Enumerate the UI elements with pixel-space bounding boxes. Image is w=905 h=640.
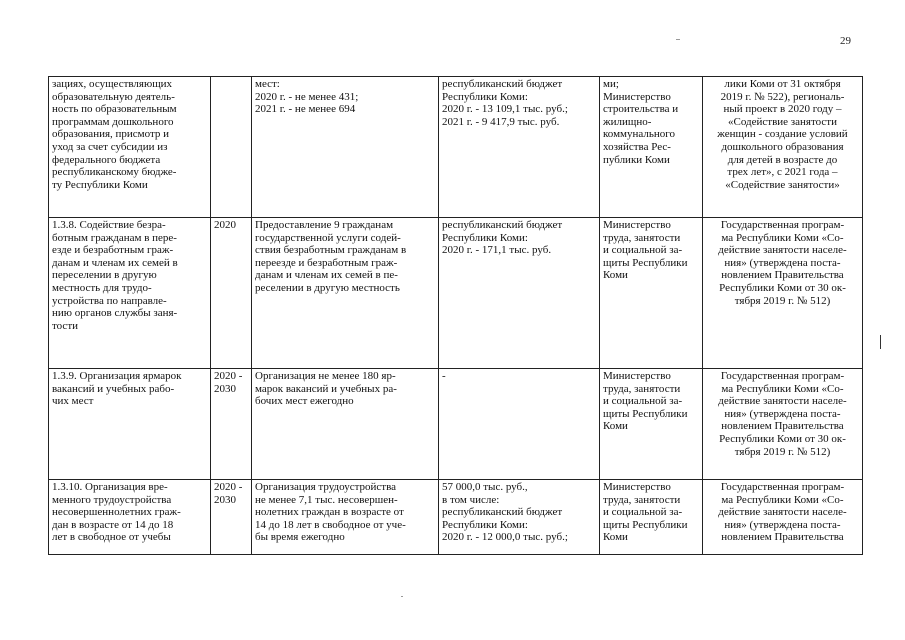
funding-cell [439,369,600,480]
cell-text-line: ствия безработным гражданам в [255,244,407,257]
cell-text-line: дошкольного образования [721,140,844,153]
cell-text-line: новлением Правительства [721,269,844,282]
funding-cell [439,218,600,369]
cell-text-line: 1.3.8. Содействие безра- [52,219,166,231]
cell-text-line: коммунального [603,128,675,141]
cell-text-line: вакансий и учебных рабо- [52,382,175,395]
cell-text-line: 14 до 18 лет в свободное от уче- [255,518,406,531]
cell-text-line: Коми [603,420,628,433]
cell-text-line: для детей в возрасте до [727,153,838,166]
executor-cell [600,369,703,480]
cell-text-line: республиканский бюджет [442,506,563,519]
cell-text-line: Организация трудоустройства [255,481,397,493]
cell-text-line: и социальной за- [603,506,683,519]
table-row [49,369,863,480]
period-cell [211,369,252,480]
executor-cell [600,77,703,218]
cell-text-line: 2020 г. - 13 109,1 тыс. руб.; [442,103,568,116]
measure-cell [49,480,211,555]
cell-text-line: и социальной за- [603,244,683,257]
cell-text-line: федерального бюджета [52,153,161,166]
cell-text-line: 1.3.9. Организация ярмарок [52,370,182,382]
executor-cell [600,218,703,369]
cell-text-line: женщин - создание условий [717,128,848,141]
cell-text-line: Республики Коми: [442,518,528,531]
cell-text-line: ный проект в 2020 году – [723,103,842,116]
cell-text-line: данам и членам их семей в [52,256,178,269]
cell-text-line: нолетних граждан в возрасте от [255,506,404,519]
cell-text-line: республиканский бюджет [442,219,563,231]
cell-text-line: местность для трудо- [52,281,152,294]
table-row [49,77,863,218]
cell-text-line: щиты Республики [603,256,688,269]
cell-text-line: Коми [603,531,628,544]
cell-text-line: бы время ежегодно [255,531,345,544]
scan-dot [401,596,403,597]
measure-cell [49,369,211,480]
cell-text-line: действие занятости населе- [718,244,847,257]
cell-text-line: Предоставление 9 гражданам [255,219,394,231]
cell-text-line: 2030 [214,493,236,506]
cell-text-line: труда, занятости [603,231,681,244]
cell-text-line: 2021 г. - не менее 694 [255,103,356,116]
cell-text-line: 2020 г. - 12 000,0 тыс. руб.; [442,531,568,544]
cell-text-line: 2020 - [214,481,243,493]
cell-text-line: ния» (утверждена поста- [724,518,841,531]
cell-text-line: тября 2019 г. № 512) [734,445,831,458]
cell-text-line: ботным гражданам в пере- [52,231,177,244]
cell-text-line: программам дошкольного [52,115,174,128]
cell-text-line: Коми [603,269,628,282]
cell-text-line: государственной услуги содей- [255,231,401,244]
cell-text-line: Министерство [603,370,671,382]
cell-text-line: реселении в другую местность [255,281,400,294]
basis-cell [703,369,863,480]
cell-text-line: 1.3.10. Организация вре- [52,481,168,493]
period-cell [211,77,252,218]
cell-text-line: лет в свободное от учебы [52,531,171,544]
cell-text-line: мест: [255,78,280,90]
cell-text-line: труда, занятости [603,493,681,506]
cell-text-line: действие занятости населе- [718,506,847,519]
cell-text-line: жилищно- [603,115,652,128]
cell-text-line: 2020 г. - не менее 431; [255,90,359,103]
cell-text-line: Республики Коми от 30 ок- [719,432,846,445]
result-cell [252,369,439,480]
cell-text-line: ма Республики Коми «Со- [721,231,844,244]
cell-text-line: бочих мест ежегодно [255,395,354,408]
executor-cell [600,480,703,555]
cell-text-line: устройства по направле- [52,294,167,307]
cell-text-line: Министерство [603,90,671,103]
cell-text-line: в том числе: [442,493,500,506]
cell-text-line: тября 2019 г. № 512) [734,294,831,307]
page-number: 29 [840,35,851,47]
cell-text-line: «Содействие занятости [728,115,837,128]
cell-text-line: Организация не менее 180 яр- [255,370,396,382]
cell-text-line: уход за счет субсидии из [52,140,168,153]
cell-text-line: ность по образовательным [52,103,177,116]
measure-cell [49,77,211,218]
cell-text-line: 57 000,0 тыс. руб., [442,481,528,493]
cell-text-line: Республики Коми: [442,90,528,103]
cell-text-line: щиты Республики [603,407,688,420]
cell-text-line: дан в возрасте от 14 до 18 [52,518,174,531]
cell-text-line: «Содействие занятости» [725,178,840,191]
cell-text-line: не менее 7,1 тыс. несовершен- [255,493,398,506]
measure-cell [49,218,211,369]
result-cell [252,77,439,218]
cell-text-line: образования, присмотр и [52,128,170,141]
cell-text-line: чих мест [52,395,94,408]
basis-cell [703,218,863,369]
result-cell [252,480,439,555]
cell-text-line: действие занятости населе- [718,395,847,408]
period-cell [211,218,252,369]
cell-text-line: нию органов службы заня- [52,307,178,320]
cell-text-line: данам и членам их семей в пе- [255,269,398,282]
cell-text-line: щиты Республики [603,518,688,531]
cell-text-line: строительства и [603,103,679,116]
cell-text-line: езде и безработным граж- [52,244,174,257]
cell-text-line: несовершеннолетних граж- [52,506,181,519]
cell-text-line: Республики Коми от 30 ок- [719,281,846,294]
cell-text-line: 2020 [214,219,236,231]
cell-text-line: ми; [603,78,619,90]
cell-text-line: труда, занятости [603,382,681,395]
measures-table [48,76,863,555]
cell-text-line: переезде и безработным граж- [255,256,398,269]
cell-text-line: 2020 - [214,370,243,382]
cell-text-line: новлением Правительства [721,531,844,544]
funding-cell [439,480,600,555]
table-row [49,218,863,369]
cell-text-line: 2030 [214,382,236,395]
cell-text-line: Государственная програм- [720,370,845,382]
cell-text-line: публики Коми [603,153,670,166]
result-cell [252,218,439,369]
cell-text-line: зациях, осуществляющих [52,78,173,90]
cell-text-line: 2020 г. - 171,1 тыс. руб. [442,244,552,257]
cell-text-line: республиканский бюджет [442,78,563,90]
cell-text-line: марок вакансий и учебных ра- [255,382,397,395]
cell-text-line: менного трудоустройства [52,493,172,506]
cell-text-line: Министерство [603,481,671,493]
basis-cell [703,77,863,218]
cell-text-line: 2021 г. - 9 417,9 тыс. руб. [442,115,560,128]
cell-text-line: трех лет», с 2021 года – [727,166,838,179]
cell-text-line: Министерство [603,219,671,231]
basis-cell [703,480,863,555]
cell-text-line: тости [52,319,79,332]
cell-text-line: Государственная програм- [720,219,845,231]
cell-text-line: лики Коми от 31 октября [724,78,841,90]
cell-text-line: образовательную деятель- [52,90,175,103]
cell-text-line: ма Республики Коми «Со- [721,493,844,506]
cell-text-line: Республики Коми: [442,231,528,244]
cell-text-line: ния» (утверждена поста- [724,407,841,420]
margin-mark [880,335,881,349]
cell-text-line: республиканскому бюдже- [52,166,177,179]
funding-cell [439,77,600,218]
period-cell [211,480,252,555]
table-row [49,480,863,555]
cell-text-line: - [442,370,446,382]
cell-text-line: ту Республики Коми [52,178,148,191]
cell-text-line: 2019 г. № 522), региональ- [720,90,845,103]
cell-text-line: новлением Правительства [721,420,844,433]
cell-text-line: хозяйства Рес- [603,140,671,153]
cell-text-line: ма Республики Коми «Со- [721,382,844,395]
cell-text-line: и социальной за- [603,395,683,408]
cell-text-line: Государственная програм- [720,481,845,493]
cell-text-line: ния» (утверждена поста- [724,256,841,269]
cell-text-line: переселении в другую [52,269,157,282]
scan-dot [676,39,680,40]
